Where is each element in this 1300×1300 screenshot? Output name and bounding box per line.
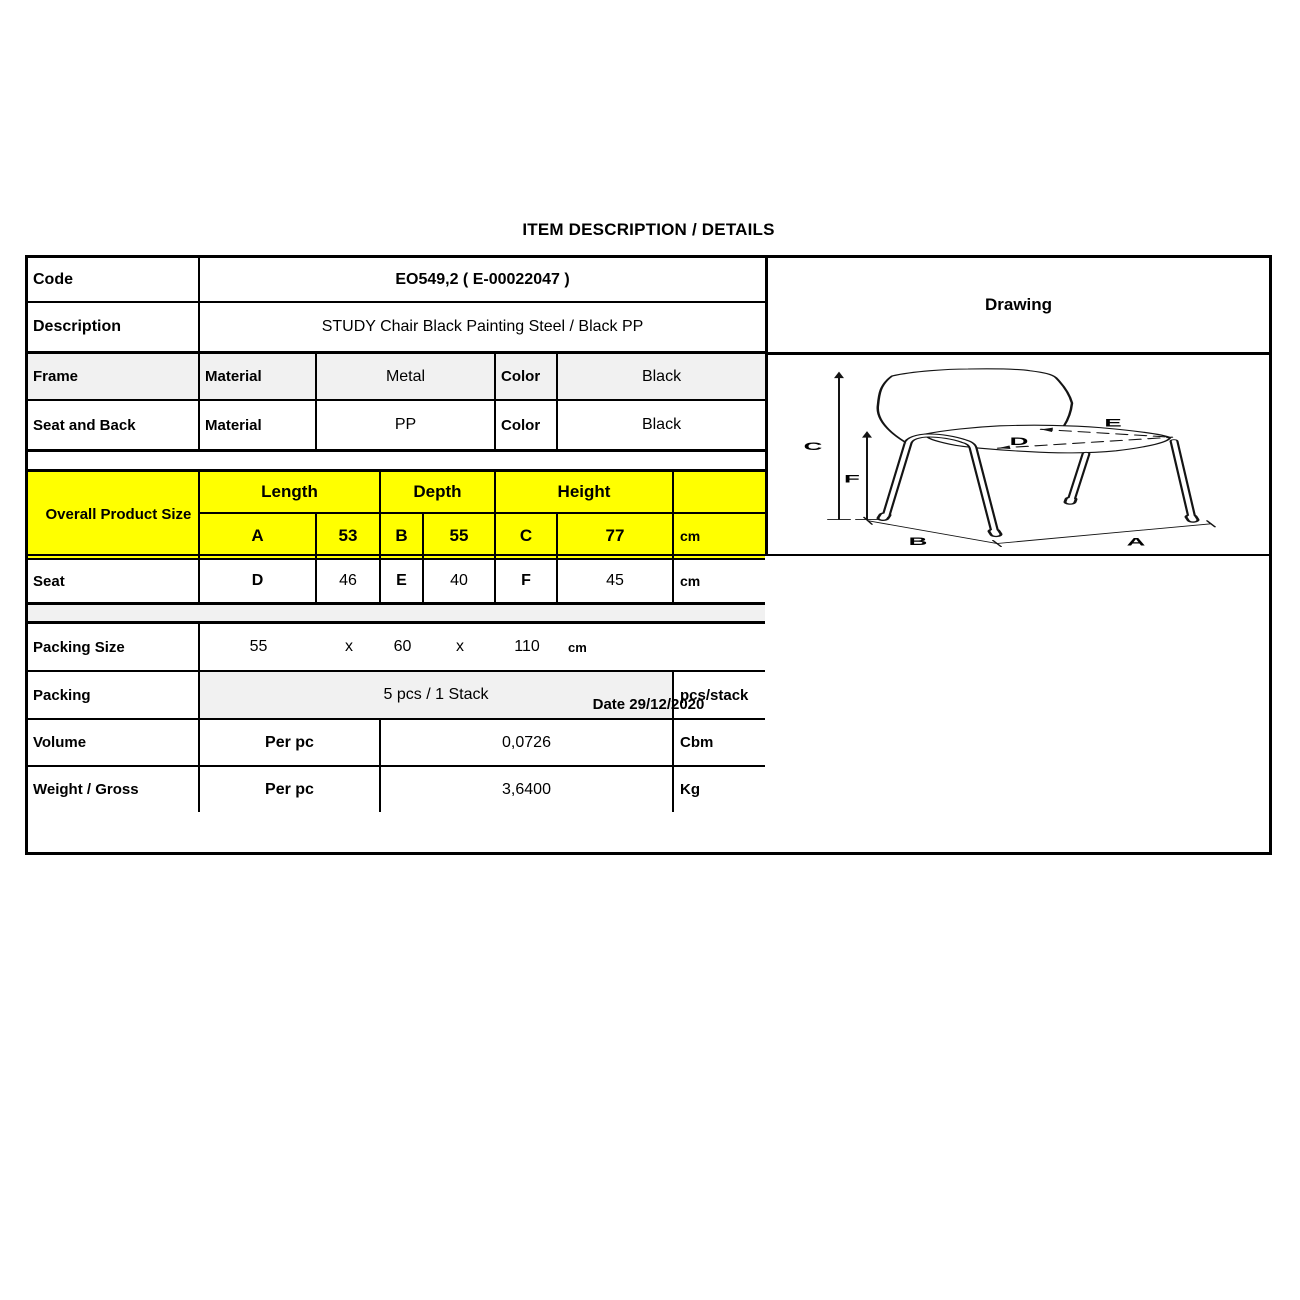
weight-value: 3,6400 (381, 767, 674, 812)
size-val-c: 77 (558, 514, 674, 558)
code-label: Code (28, 258, 200, 301)
seat-unit: cm (680, 573, 701, 589)
size-header-blank (674, 472, 765, 512)
volume-value: 0,0726 (381, 720, 674, 765)
frame-material-label: Material (200, 354, 317, 399)
row-frame (28, 354, 765, 401)
frame-color-label: Color (496, 354, 558, 399)
length-header: Length (200, 472, 381, 512)
description-label: Description (28, 303, 200, 351)
drawing-column (768, 258, 1269, 554)
packing-size-label: Packing Size (28, 624, 200, 670)
packing-value: 5 pcs / 1 Stack (200, 672, 674, 718)
row-seat-back (28, 401, 765, 452)
code-value: EO549,2 ( E-00022047 ) (395, 270, 570, 288)
volume-label: Volume (28, 720, 200, 765)
drawing-header: Drawing (768, 258, 1269, 355)
spacer-row-1 (28, 452, 765, 472)
weight-label: Weight / Gross (28, 767, 200, 812)
volume-unit: Cbm (680, 734, 714, 751)
size-val-b: 55 (424, 514, 496, 558)
size-key-c: C (496, 514, 558, 558)
weight-per: Per pc (200, 767, 381, 812)
packing-label: Packing (28, 672, 200, 718)
chair-feet (883, 499, 1193, 534)
seat-val-e: 40 (424, 560, 496, 602)
dim-label-e: E (1104, 416, 1122, 430)
seat-back-material-value: PP (317, 401, 496, 449)
size-values-row (200, 514, 765, 558)
row-code (28, 258, 765, 303)
dim-line-b (864, 517, 997, 543)
size-subtable (200, 472, 765, 558)
packing-size-unit: cm (568, 639, 587, 655)
frame-label: Frame (28, 354, 200, 399)
seat-back-color-value: Black (641, 416, 682, 433)
size-val-a: 53 (317, 514, 381, 558)
frame-color-value: Black (641, 367, 682, 385)
dim-label-c: C (803, 440, 823, 453)
date-row: Date 29/12/2020 (28, 554, 1269, 852)
packing-size-x1: x (345, 638, 353, 655)
weight-unit: Kg (680, 781, 700, 798)
depth-header: Depth (381, 472, 496, 512)
seat-val-f: 45 (558, 560, 674, 602)
size-unit: cm (674, 514, 765, 558)
row-overall-size (28, 472, 765, 560)
seat-key-d: D (200, 560, 317, 602)
packing-size-v1: 55 (249, 638, 268, 655)
frame-material-value: Metal (317, 354, 496, 399)
height-header: Height (496, 472, 674, 512)
packing-size-x2: x (456, 638, 464, 655)
seat-back-label: Seat and Back (28, 401, 200, 449)
seat-back-material-label: Material (200, 401, 317, 449)
packing-size-v3: 110 (514, 638, 540, 655)
volume-per: Per pc (200, 720, 381, 765)
dim-label-b: B (908, 535, 928, 548)
seat-val-d: 46 (317, 560, 381, 602)
dim-label-a: A (1126, 536, 1146, 549)
packing-unit: pcs/stack (680, 686, 749, 704)
drawing-area (768, 355, 1269, 554)
row-description (28, 303, 765, 354)
size-key-a: A (200, 514, 317, 558)
size-header-row (200, 472, 765, 514)
dim-line-c (828, 372, 850, 520)
seat-key-e: E (381, 560, 424, 602)
description-value: STUDY Chair Black Painting Steel / Black PP (321, 318, 644, 335)
overall-size-label: Overall Product Size (28, 472, 200, 558)
spec-table (25, 255, 1272, 855)
chair-drawing (768, 355, 1269, 554)
seat-back-color-label: Color (496, 401, 558, 449)
seat-key-f: F (496, 560, 558, 602)
dim-label-d: D (1009, 435, 1029, 448)
seat-size-label: Seat (28, 560, 200, 602)
dim-line-a (993, 521, 1215, 547)
page-title: ITEM DESCRIPTION / DETAILS (522, 220, 775, 239)
packing-size-v2: 60 (393, 638, 412, 655)
size-key-b: B (381, 514, 424, 558)
dim-label-f: F (844, 473, 860, 486)
